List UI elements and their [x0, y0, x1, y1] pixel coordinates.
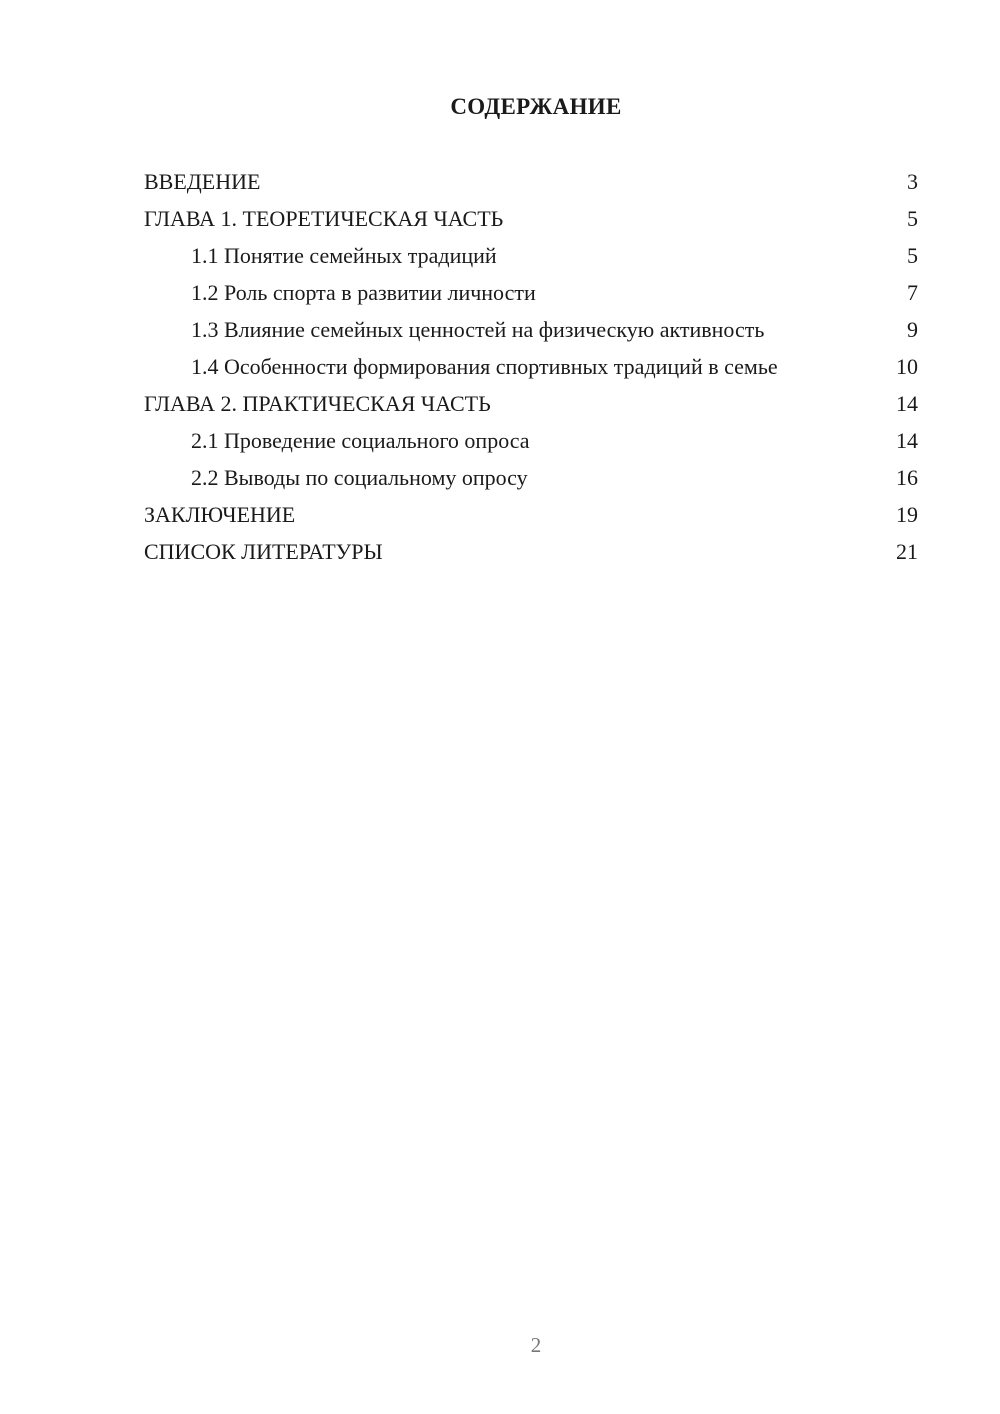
toc-entry-chapter-2[interactable] — [144, 390, 918, 417]
toc-entry-text: 1.2 Роль спорта в развитии личности — [191, 280, 536, 305]
toc-entry-page: 5 — [907, 243, 918, 268]
toc-entry-text: 2.1 Проведение социального опроса — [191, 428, 530, 453]
toc-entry-page: 10 — [896, 354, 918, 379]
toc-entry-page: 9 — [907, 317, 918, 342]
toc-entry-page: 14 — [896, 391, 918, 416]
toc-entry-section-1-3[interactable] — [144, 316, 918, 343]
toc-entry-text: ЗАКЛЮЧЕНИЕ — [144, 502, 296, 527]
toc-entry-text: 1.4 Особенности формирования спортивных традиций в семье — [191, 354, 778, 379]
toc-entry-page: 19 — [896, 502, 918, 527]
toc-entry-conclusion[interactable] — [144, 501, 918, 528]
toc-entry-text: СПИСОК ЛИТЕРАТУРЫ — [144, 539, 383, 564]
toc-entry-text: 2.2 Выводы по социальному опросу — [191, 465, 528, 490]
toc-title: СОДЕРЖАНИЕ — [450, 94, 622, 119]
page-number: 2 — [530, 1333, 542, 1357]
table-of-contents — [144, 168, 918, 575]
toc-entry-bibliography[interactable] — [144, 538, 918, 565]
toc-entry-section-2-1[interactable] — [144, 427, 918, 454]
toc-entry-section-1-2[interactable] — [144, 279, 918, 306]
toc-entry-chapter-1[interactable] — [144, 205, 918, 232]
toc-entry-text: 1.3 Влияние семейных ценностей на физическую активность — [191, 317, 765, 342]
toc-entry-section-1-4[interactable] — [144, 353, 918, 380]
toc-entry-page: 5 — [907, 206, 918, 231]
toc-entry-text: 1.1 Понятие семейных традиций — [191, 243, 497, 268]
toc-entry-text: ГЛАВА 1. ТЕОРЕТИЧЕСКАЯ ЧАСТЬ — [144, 206, 504, 231]
toc-entry-section-2-2[interactable] — [144, 464, 918, 491]
toc-entry-text: ВВЕДЕНИЕ — [144, 169, 261, 194]
toc-entry-page: 3 — [907, 169, 918, 194]
toc-entry-text: ГЛАВА 2. ПРАКТИЧЕСКАЯ ЧАСТЬ — [144, 391, 491, 416]
toc-entry-page: 14 — [896, 428, 918, 453]
toc-entry-section-1-1[interactable] — [144, 242, 918, 269]
toc-entry-page: 16 — [896, 465, 918, 490]
toc-entry-page: 7 — [907, 280, 918, 305]
toc-entry-page: 21 — [896, 539, 918, 564]
toc-entry-introduction[interactable] — [144, 168, 918, 195]
